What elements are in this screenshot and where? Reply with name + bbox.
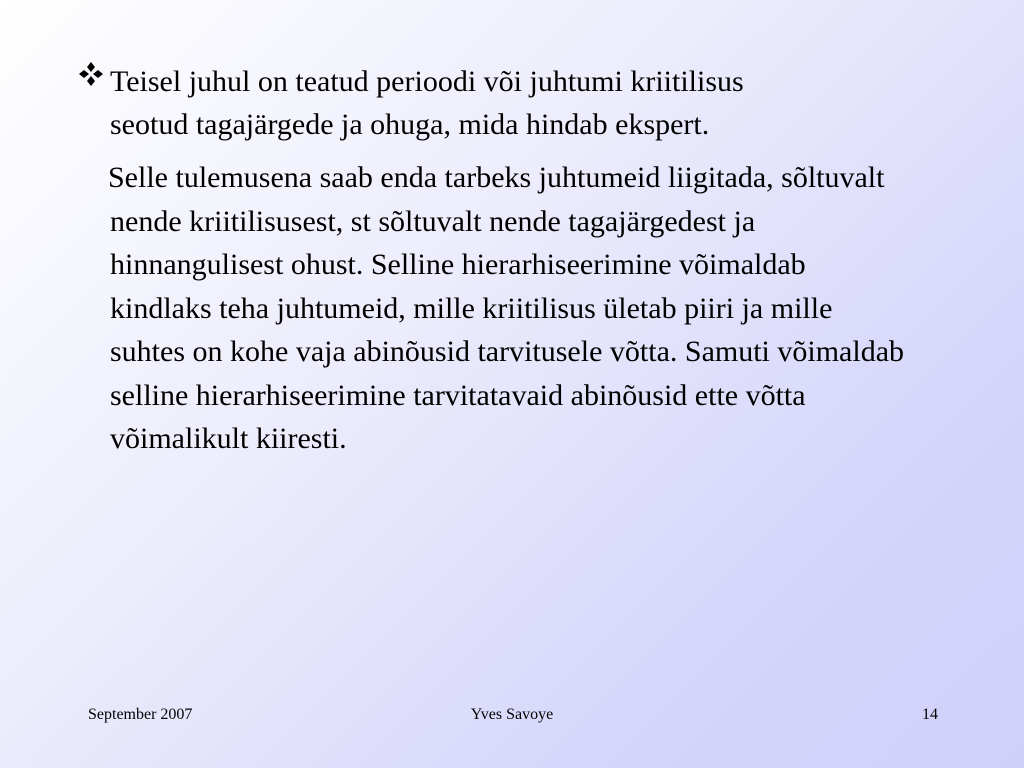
bullet-item: [78, 60, 810, 146]
body-paragraph: Selle tulemusena saab enda tarbeks juhtumeid liigitada, sõltuvalt nende kriitilisusest, st sõltuvalt nende tagajärgedest ja hinnangulisest ohust. Selline hierarhiseerimine võimaldab kindlaks teha juhtumeid, mille kriitilisus ületab piiri ja mille suhtes on kohe vaja abinõusid tarvitusele võtta. Samuti võimaldab selline hierarhiseerimine tarvitatavaid abinõusid ette võtta võimalikult kiiresti.: [108, 161, 905, 455]
bullet-text: Teisel juhul on teatud perioodi või juhtumi kriitilisus seotud tagajärgede ja ohuga, mida hindab ekspert.: [110, 65, 744, 141]
footer-author: Yves Savoye: [470, 706, 554, 723]
four-diamond-bullet-icon: [78, 61, 104, 87]
footer-page-number: 14: [922, 706, 938, 723]
slide-content: [78, 60, 938, 461]
footer-date: September 2007: [88, 706, 193, 723]
